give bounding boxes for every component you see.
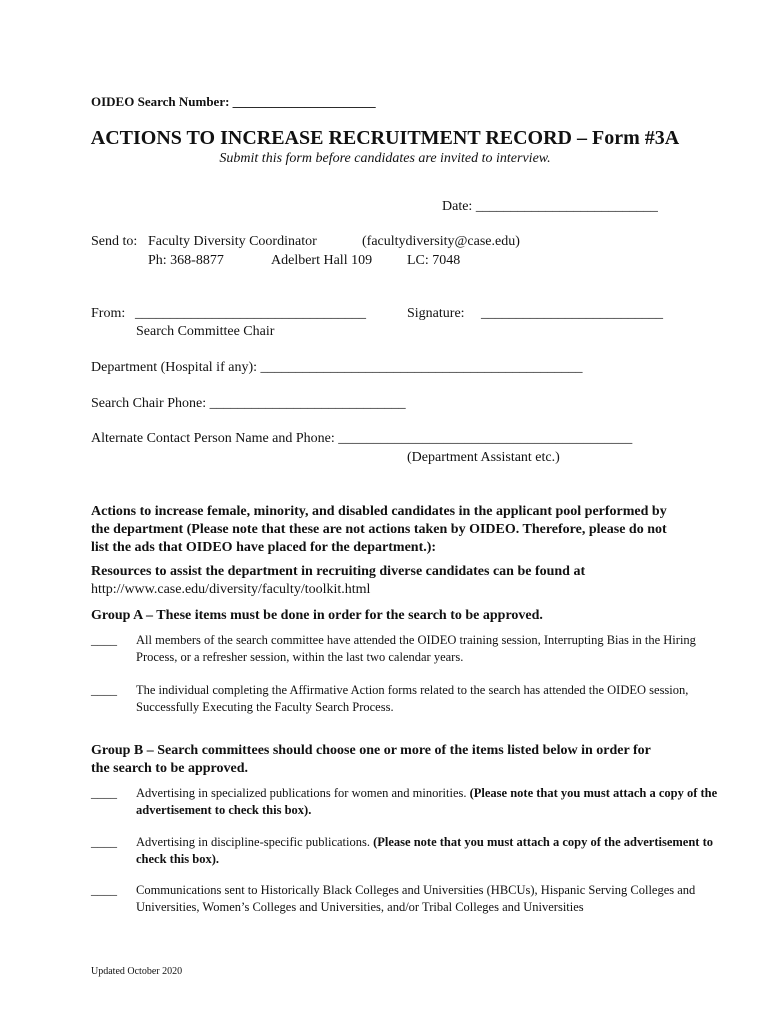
group-a-item-2: The individual completing the Affirmative Action forms related to the search has attended the OIDEO session, Successfully Executing the Faculty Search Process. bbox=[136, 683, 689, 714]
department-field[interactable]: Department (Hospital if any): ______________________________________________ bbox=[91, 360, 583, 375]
date-field[interactable]: Date: __________________________ bbox=[442, 199, 658, 214]
signature-field[interactable]: __________________________ bbox=[481, 306, 663, 321]
group-b-item-1-text: Advertising in specialized publications for women and minorities. bbox=[136, 786, 470, 800]
group-a-checkbox-2[interactable]: ____ bbox=[91, 682, 117, 697]
group-b-checkbox-2[interactable]: ____ bbox=[91, 834, 117, 849]
send-to-location: Adelbert Hall 109 bbox=[271, 253, 373, 268]
send-to-lc: LC: 7048 bbox=[407, 253, 461, 268]
group-b-item-2-text: Advertising in discipline-specific publications. bbox=[136, 835, 374, 849]
page-title: ACTIONS TO INCREASE RECRUITMENT RECORD – Form #3A bbox=[90, 127, 680, 149]
send-to-email: (facultydiversity@case.edu) bbox=[362, 234, 520, 249]
group-b-item-1 bbox=[136, 785, 721, 819]
from-label: From: bbox=[91, 306, 126, 321]
from-caption: Search Committee Chair bbox=[136, 324, 275, 339]
alternate-contact-caption: (Department Assistant etc.) bbox=[407, 450, 560, 465]
group-b-heading: Group B – Search committees should choose one or more of the items listed below in order for the search to be approved. bbox=[91, 743, 651, 776]
group-b-item-3: Communications sent to Historically Black Colleges and Universities (HBCUs), Hispanic Serving Colleges and Universities, Women’s Colleges and Universities, and/or Tribal Colleges and Universities bbox=[136, 883, 696, 914]
page-subtitle: Submit this form before candidates are invited to interview. bbox=[219, 151, 551, 166]
group-a-heading: Group A – These items must be done in order for the search to be approved. bbox=[91, 608, 543, 623]
actions-intro: Actions to increase female, minority, and disabled candidates in the applicant pool performed by the department (Please note that these are not actions taken by OIDEO. Therefore, please do not list the ads that OIDEO have placed for the department.): bbox=[91, 504, 667, 555]
group-a-checkbox-1[interactable]: ____ bbox=[91, 632, 117, 647]
footer-updated: Updated October 2020 bbox=[91, 966, 183, 977]
send-to-label: Send to: bbox=[91, 234, 138, 249]
group-b-item-2 bbox=[136, 834, 721, 868]
group-b-checkbox-1[interactable]: ____ bbox=[91, 785, 117, 800]
resources-link[interactable]: http://www.case.edu/diversity/faculty/toolkit.html bbox=[91, 582, 371, 597]
resources-heading: Resources to assist the department in recruiting diverse candidates can be found at bbox=[91, 564, 586, 579]
chair-phone-field[interactable]: Search Chair Phone: ____________________________ bbox=[91, 396, 406, 411]
send-to-recipient: Faculty Diversity Coordinator bbox=[148, 234, 317, 249]
group-b-item-1-note: (Please note that you must attach a copy of the advertisement to check this box). bbox=[136, 786, 718, 817]
group-b-checkbox-3[interactable]: ____ bbox=[91, 882, 117, 897]
from-field[interactable]: _________________________________ bbox=[135, 306, 366, 321]
group-a-item-1: All members of the search committee have attended the OIDEO training session, Interrupting Bias in the Hiring Process, or a refresher session, within the last two calendar years. bbox=[136, 633, 696, 664]
alternate-contact-field[interactable]: Alternate Contact Person Name and Phone: __________________________________________ bbox=[91, 431, 633, 446]
send-to-phone: Ph: 368-8877 bbox=[148, 253, 224, 268]
group-b-item-2-note: (Please note that you must attach a copy of the advertisement to check this box). bbox=[136, 835, 713, 866]
search-number-field[interactable]: OIDEO Search Number: ______________________ bbox=[91, 94, 376, 109]
signature-label: Signature: bbox=[407, 306, 465, 321]
